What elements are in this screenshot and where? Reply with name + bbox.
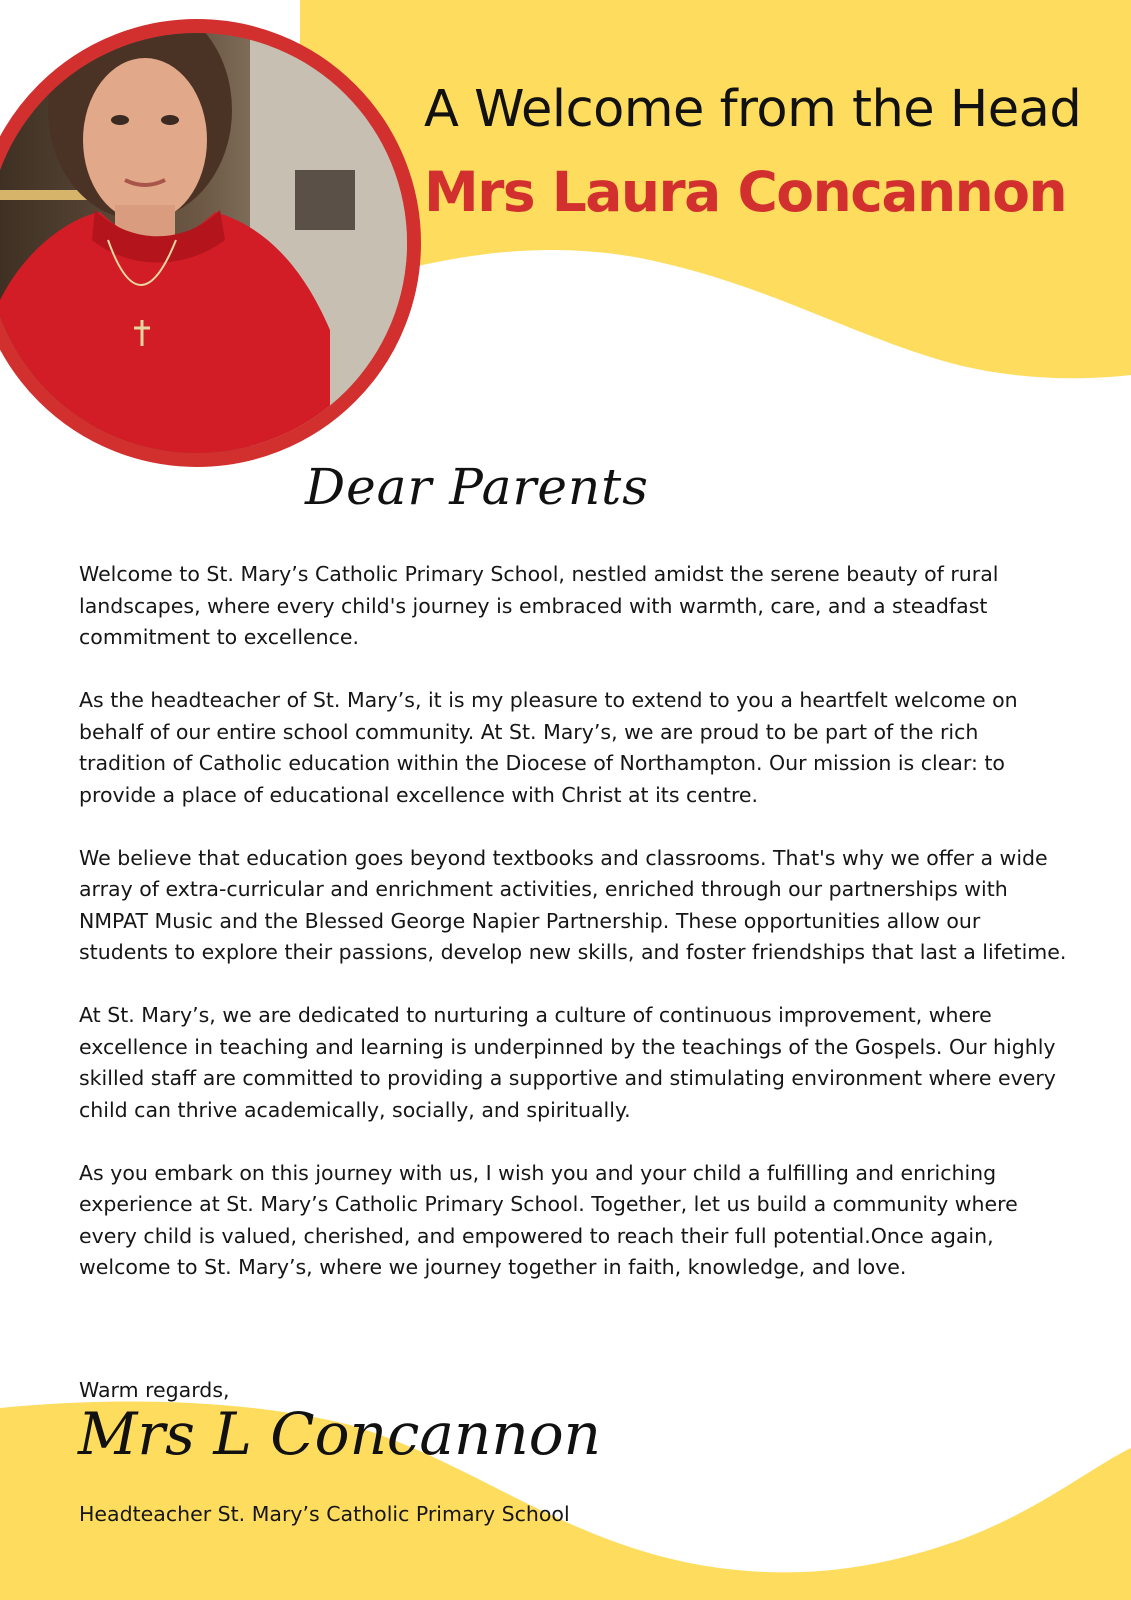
head-name: Mrs Laura Concannon <box>424 160 1067 224</box>
letter-body <box>79 559 1069 1315</box>
closing-line: Warm regards, <box>79 1378 230 1402</box>
salutation: Dear Parents <box>305 458 649 516</box>
paragraph: As you embark on this journey with us, I wish you and your child a fulfilling and enriching experience at St. Mary’s Catholic Primary School. Together, let us build a community where every child is valued, cherished, and empowered to reach their full potential.Once again, welcome to St. Mary’s, where we journey together in faith, knowledge, and love. <box>79 1160 1018 1279</box>
paragraph: We believe that education goes beyond textbooks and classrooms. That's why we offer a wide array of extra-curricular and enrichment activities, enriched through our partnerships with NMPAT Music and the Blessed George Napier Partnership. These opportunities allow our students to explore their passions, develop new skills, and foster friendships that last a lifetime. <box>79 845 1067 964</box>
page-title: A Welcome from the Head <box>424 80 1082 139</box>
paragraph: As the headteacher of St. Mary’s, it is my pleasure to extend to you a heartfelt welcome on behalf of our entire school community. At St. Mary’s, we are proud to be part of the rich tradition of Catholic education within the Diocese of Northampton. Our mission is clear: to provide a place of educational excellence with Christ at its centre. <box>79 688 1018 807</box>
paragraph: At St. Mary’s, we are dedicated to nurturing a culture of continuous improvement, where excellence in teaching and learning is underpinned by the teachings of the Gospels. Our highly skilled staff are committed to providing a supportive and stimulating environment where every child can thrive academically, socially, and spiritually. <box>79 1003 1056 1122</box>
signatory-title: Headteacher St. Mary’s Catholic Primary School <box>79 1502 570 1526</box>
signature: Mrs L Concannon <box>78 1400 601 1468</box>
paragraph: Welcome to St. Mary’s Catholic Primary School, nestled amidst the serene beauty of rural landscapes, where every child's journey is embraced with warmth, care, and a steadfast commitment to excellence. <box>79 562 999 649</box>
